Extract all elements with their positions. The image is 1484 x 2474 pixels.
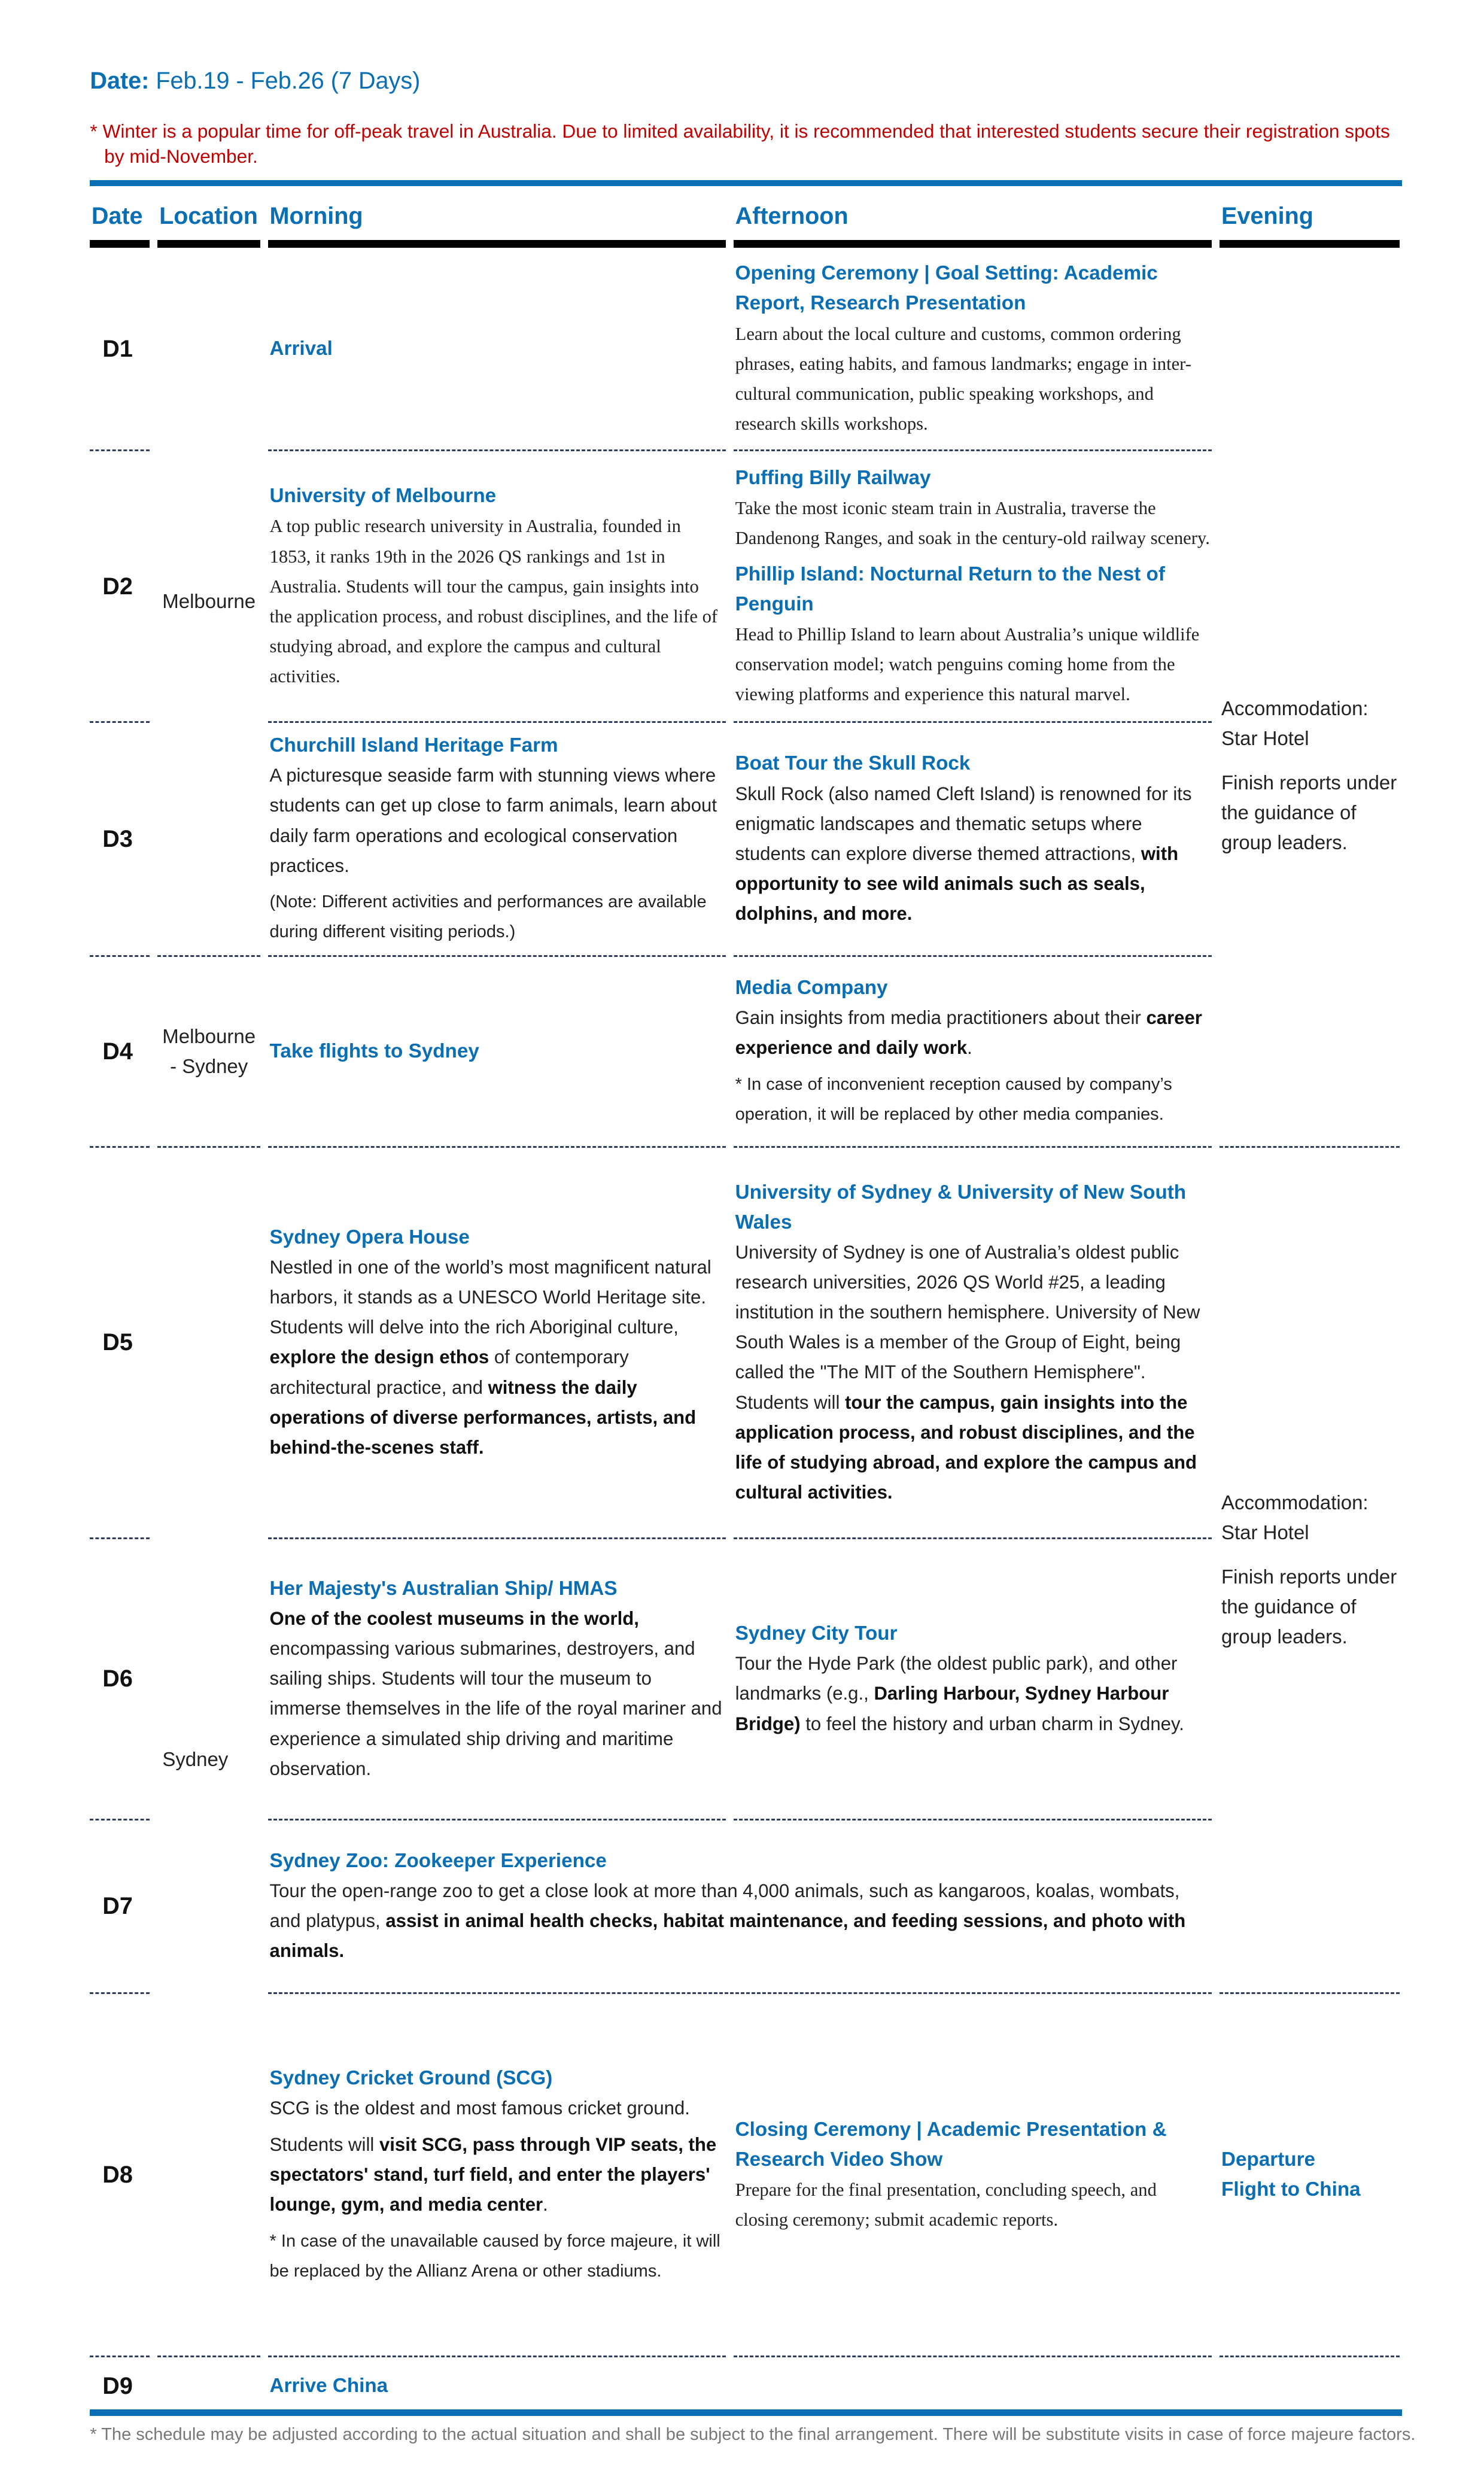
afternoon-cell [734,2357,1212,2416]
text-segment: Students will [269,2133,379,2155]
activity-title: Arrive China [269,2375,388,2397]
day-label: D4 [90,957,150,1148]
afternoon-cell [734,1994,1212,2357]
location-melbourne-sydney [157,957,260,1148]
evening-cell [1220,1994,1400,2357]
activity-description [735,493,1211,553]
activity-title: Sydney Opera House [269,1226,470,1248]
activity-description [735,1003,1211,1063]
text-segment: Skull Rock (also named Cleft Island) is renowned for its enigmatic landscapes and thematic setups where students can explore diverse themed attractions, [735,783,1192,864]
date-label: Date: [90,68,150,95]
evening-cell [1220,2357,1400,2416]
day-label: D8 [90,1994,150,2357]
evening-activity: Finish reports under [1221,771,1397,794]
flight-label: Flight to China [1221,2178,1361,2201]
text-segment: encompassing various submarines, destroyers, and sailing ships. Students will tour the museum to immerse themselves in the life of the royal mariner and experience a simulated ship driving and maritime observation. [269,1638,722,1779]
text-segment: . [967,1037,972,1059]
activity-title: Media Company [735,977,888,999]
activity-title: Take flights to Sydney [269,1040,479,1062]
day-label: D5 [90,1148,150,1539]
activity-description [735,1649,1211,1739]
day-row-d5 [90,1148,1400,1539]
day-label: D3 [90,723,150,956]
location-line: Sydney [162,1747,229,1770]
activity-description [270,2093,725,2123]
activity-description [270,511,725,691]
highlight-text: assist in animal health checks, habitat maintenance, and feeding sessions, and photo with animals. [269,1910,1186,1962]
morning-cell [268,2357,726,2416]
day-label: D6 [90,1539,150,1820]
afternoon-cell [734,957,1212,1148]
text-segment: A picturesque seaside farm with stunning views where students can get up close to farm animals, learn about daily farm operations and ecological conservation practices. [269,765,717,876]
morning-cell [268,1994,726,2357]
evening-activity: the guidance of [1221,1595,1357,1618]
afternoon-cell [734,1539,1212,1820]
activity-title: Puffing Billy Railway [735,466,931,489]
schedule-footnote: * The schedule may be adjusted according to the actual situation and shall be subject to the final arrangement. There will be substitute visits in case of force majeure factors. [90,2425,1416,2445]
location-line: - Sydney [170,1054,248,1077]
evening-block-sydney [1220,1148,1400,1994]
morning-cell [268,451,726,723]
afternoon-cell [734,723,1212,956]
day-row-d1 [90,248,1400,451]
text-segment: Tour the Hyde Park (the oldest public park), and other landmarks (e.g., [735,1653,1178,1704]
activity-title: Phillip Island: Nocturnal Return to the Nest of Penguin [735,563,1165,615]
activity-description [270,2130,725,2220]
activity-title: Sydney Zoo: Zookeeper Experience [269,1850,607,1873]
highlight-text: Darling Harbour, Sydney Harbour Bridge) [735,1683,1169,1734]
activity-description [270,761,725,881]
text-segment: Gain insights from media practitioners about their [735,1007,1147,1029]
text-segment: Nestled in one of the world’s most magnificent natural harbors, it stands as a UNESCO World Heritage site. Students will delve into the rich Aboriginal culture, [269,1257,711,1338]
afternoon-cell [734,248,1212,451]
activity-title: Boat Tour the Skull Rock [735,752,971,775]
highlight-text: with opportunity to see wild animals such as seals, dolphins, and more. [735,843,1179,925]
col-evening: Evening [1220,186,1400,248]
highlight-text: explore the design ethos [269,1347,489,1368]
evening-activity: the guidance of [1221,801,1357,824]
afternoon-cell [734,451,1212,723]
text-segment: to feel the history and urban charm in Sydney. [800,1713,1184,1734]
col-morning: Morning [268,186,726,248]
registration-notice: * Winter is a popular time for off-peak travel in Australia. Due to limited availability, it is recommended that interested students secure their registration spots by mid-November. [90,120,1390,168]
day-label: D2 [90,451,150,723]
morning-cell [268,1539,726,1820]
text-segment: University of Sydney is one of Australia’s oldest public research universities, 2026 QS World #25, a leading institution in the southern hemisphere. University of New South Wales is a member of the Group of Eight, being called the "The MIT of the Southern Hemisphere". [735,1241,1200,1383]
text-segment: Prepare for the final presentation, concluding speech, and closing ceremony; submit academic reports. [735,2179,1157,2230]
activity-description [735,2175,1211,2235]
col-afternoon: Afternoon [734,186,1212,248]
evening-activity: group leaders. [1221,831,1348,854]
text-segment: SCG is the oldest and most famous cricket ground. [269,2097,690,2119]
activity-title: Opening Ceremony | Goal Setting: Academic Report, Research Presentation [735,262,1158,315]
activity-note: * In case of the unavailable caused by force majeure, it will be replaced by the Allianz Arena or other stadiums. [269,2231,720,2281]
highlight-text: visit SCG, pass through VIP seats, the spectators' stand, turf field, and enter the players' lounge, gym, and media center [269,2133,717,2215]
col-date: Date [90,186,150,248]
evening-activity: Finish reports under [1221,1566,1397,1588]
text-segment: Head to Phillip Island to learn about Australia’s unique wildlife conservation model; watch penguins coming home from the viewing platforms and experience this natural marvel. [735,624,1200,705]
activity-title: Sydney Cricket Ground (SCG) [269,2066,553,2089]
evening-activity: group leaders. [1221,1625,1348,1648]
activity-description [735,1388,1211,1508]
day-label: D7 [90,1820,150,1994]
schedule-table [82,186,1407,2415]
text-segment: Learn about the local culture and customs, common ordering phrases, eating habits, and famous landmarks; engage in inter-cultural communication, public speaking workshops, and research skills workshops. [735,323,1191,434]
activity-description [735,619,1211,709]
activity-description [270,1876,1211,1966]
col-location: Location [157,186,260,248]
accommodation-hotel: Star Hotel [1221,1521,1309,1544]
bottom-divider [90,2409,1401,2416]
highlight-text: witness the daily operations of diverse performances, artists, and behind-the-scenes staff. [269,1376,697,1458]
text-segment: of contemporary architectural practice, and [269,1347,629,1398]
activity-title: Her Majesty's Australian Ship/ HMAS [269,1577,618,1600]
date-range [90,68,420,95]
day-label: D1 [90,248,150,451]
location-line: Melbourne [162,1025,256,1047]
day-row-d6 [90,1539,1400,1820]
morning-cell [268,723,726,956]
day-row-d7 [90,1820,1400,1994]
accommodation-hotel: Star Hotel [1221,727,1309,750]
morning-cell [268,248,726,451]
activity-title: University of Melbourne [269,485,497,507]
day-row-d8 [90,1994,1400,2357]
day-row-d9 [90,2357,1400,2416]
full-day-cell [268,1820,1212,1994]
activity-description [270,1253,725,1463]
activity-description [270,1604,725,1784]
location-melbourne: Melbourne [157,248,260,957]
location-sydney [157,1148,260,2357]
afternoon-cell [734,1148,1212,1539]
morning-cell [268,957,726,1148]
activity-description [735,1238,1211,1388]
day-row-d2 [90,451,1400,723]
activity-note: (Note: Different activities and performances are available during different visiting periods.) [269,892,707,942]
highlight-text: One of the coolest museums in the world, [269,1608,639,1630]
departure-label: Departure [1221,2148,1316,2171]
morning-cell [268,1148,726,1539]
activity-title: Closing Ceremony | Academic Presentation & Research Video Show [735,2118,1167,2171]
evening-block-melbourne [1220,248,1400,1148]
accommodation-label: Accommodation: [1221,697,1369,720]
day-row-d3 [90,723,1400,956]
activity-title: Sydney City Tour [735,1622,898,1645]
activity-title: University of Sydney & University of New South Wales [735,1181,1187,1233]
day-label: D9 [102,2373,133,2400]
activity-description [735,779,1211,929]
day-row-d4 [90,957,1400,1148]
highlight-text: tour the campus, gain insights into the application process, and robust disciplines, and the life of studying abroad, and explore the campus and cultural activities. [735,1391,1197,1503]
header-row [90,186,1400,248]
highlight-text: career experience and daily work [735,1007,1202,1059]
text-segment: A top public research university in Australia, founded in 1853, it ranks 19th in the 2026 QS rankings and 1st in Australia. Students will tour the campus, gain insights into the application process, and robust disciplines, and the life of studying abroad, and explore the campus and cultural activities. [269,516,718,687]
location-cell [157,2357,260,2416]
text-segment: Students will [735,1391,846,1413]
activity-title: Churchill Island Heritage Farm [269,734,558,757]
date-value: Feb.19 - Feb.26 (7 Days) [156,68,421,95]
text-segment: . [543,2193,548,2215]
activity-note: * In case of inconvenient reception caused by company’s operation, it will be replaced by other media companies. [735,1075,1172,1124]
accommodation-label: Accommodation: [1221,1491,1369,1514]
text-segment: Take the most iconic steam train in Australia, traverse the Dandenong Ranges, and soak in the century-old railway scenery. [735,498,1210,549]
text-segment: Tour the open-range zoo to get a close look at more than 4,000 animals, such as kangaroos, koalas, wombats, and platypus, [269,1880,1180,1932]
activity-description [735,319,1211,439]
top-divider [90,180,1401,187]
activity-title: Arrival [269,337,333,360]
